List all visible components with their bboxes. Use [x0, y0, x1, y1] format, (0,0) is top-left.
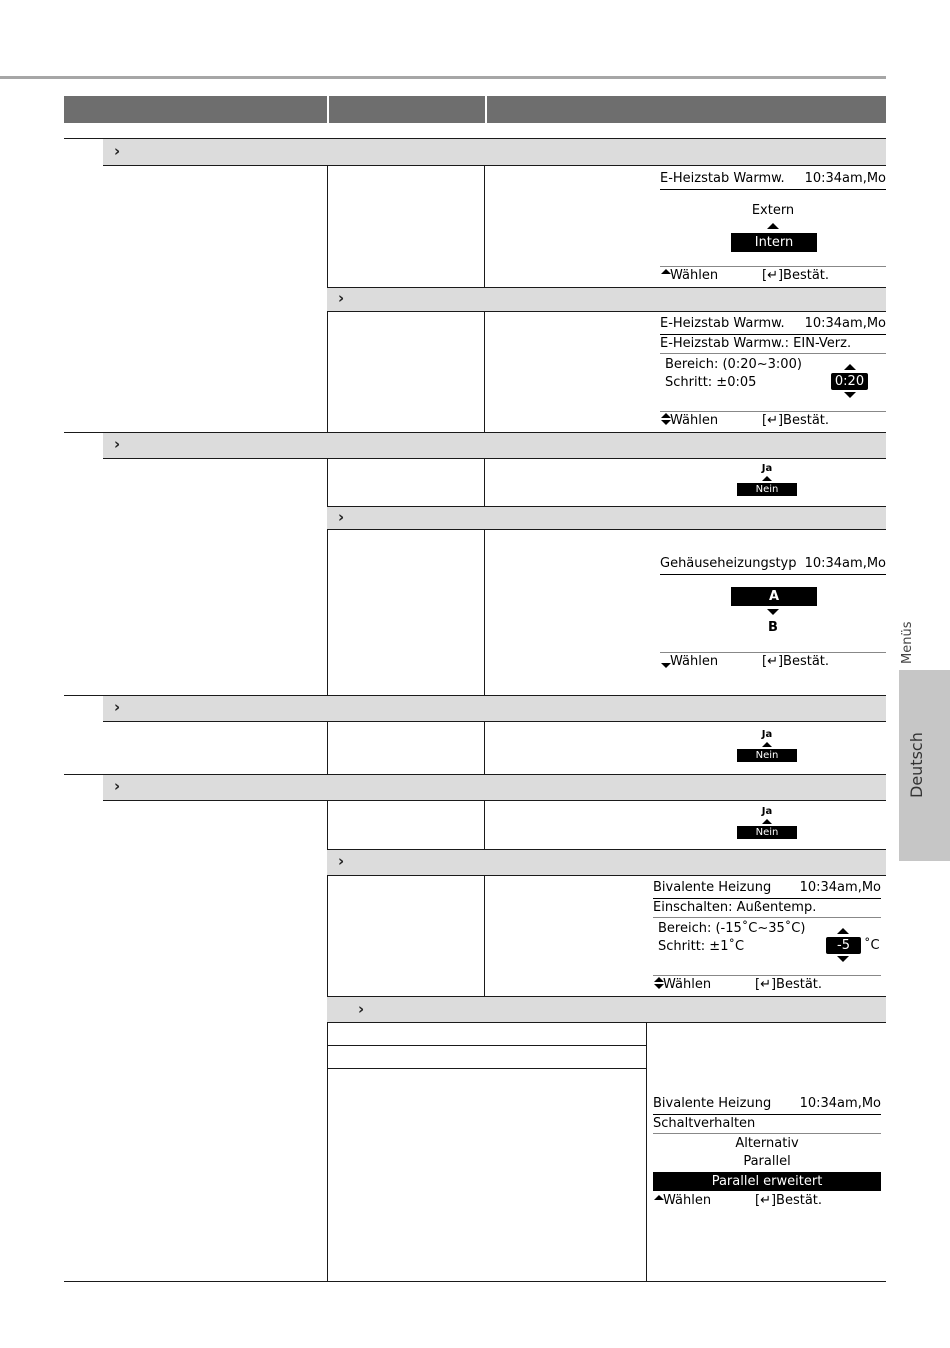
- table-rule: [327, 849, 886, 850]
- chevron-right-icon: ›: [338, 508, 345, 526]
- up-arrow-icon: [837, 928, 849, 934]
- screen-title: Bivalente Heizung: [653, 880, 772, 895]
- chevron-right-icon: ›: [114, 777, 121, 795]
- col-line: [484, 721, 485, 774]
- device-screen: [660, 556, 886, 674]
- col-line: [327, 311, 328, 432]
- screen-subtitle: Schaltverhalten: [653, 1116, 881, 1134]
- table-rule: [103, 458, 886, 459]
- col-line: [484, 311, 485, 432]
- chevron-right-icon: ›: [338, 289, 345, 307]
- subsection-row: [327, 507, 886, 529]
- option-ja: Ja: [761, 806, 773, 817]
- table-rule: [64, 1281, 886, 1282]
- subsection-row: [327, 288, 886, 311]
- selected-option: Parallel erweitert: [653, 1172, 881, 1191]
- option-nein: Nein: [737, 483, 797, 496]
- table-rule: [103, 165, 886, 166]
- col-line: [484, 529, 485, 695]
- chevron-right-icon: ›: [114, 142, 121, 160]
- chevron-right-icon: ›: [114, 698, 121, 716]
- option-extern: Extern: [751, 203, 795, 218]
- option-alternativ: Alternativ: [735, 1136, 799, 1151]
- screen-time: 10:34am,Mo: [804, 171, 886, 186]
- section-row: [103, 139, 886, 165]
- footer-select: Wählen: [670, 413, 719, 428]
- value-display: -5: [826, 937, 861, 954]
- option-b: B: [768, 620, 778, 635]
- col-line: [484, 875, 485, 996]
- footer-confirm: [↵]Bestät.: [755, 977, 823, 992]
- col-line: [327, 875, 328, 996]
- up-arrow-icon: [762, 742, 772, 747]
- table-rule: [327, 1068, 646, 1069]
- option-nein: Nein: [737, 826, 797, 839]
- down-arrow-icon: [767, 609, 779, 615]
- down-arrow-icon: [837, 956, 849, 962]
- table-rule: [327, 287, 886, 288]
- section-row: [103, 696, 886, 721]
- option-ja: Ja: [761, 463, 773, 474]
- yes-no-screen: [737, 463, 797, 496]
- table-rule: [103, 800, 886, 801]
- step-text: Schritt: ±1˚C: [658, 939, 745, 954]
- screen-title: Bivalente Heizung: [653, 1096, 772, 1111]
- footer-confirm: [↵]Bestät.: [762, 413, 830, 428]
- footer-select: Wählen: [670, 268, 719, 283]
- screen-subtitle: E-Heizstab Warmw.: EIN-Verz.: [660, 336, 886, 354]
- col-line: [327, 165, 328, 287]
- col-line: [646, 1022, 647, 1281]
- screen-title: E-Heizstab Warmw.: [660, 316, 785, 331]
- top-rule: [0, 76, 886, 79]
- chevron-right-icon: ›: [358, 1000, 365, 1018]
- value-display: 0:20: [831, 373, 868, 390]
- section-row: [103, 775, 886, 800]
- screen-footer: [660, 266, 886, 284]
- side-tab-language-label: Deutsch: [907, 732, 926, 798]
- col-line: [327, 800, 328, 849]
- device-screen: [653, 880, 881, 994]
- col-line: [484, 165, 485, 287]
- up-arrow-icon: [844, 364, 856, 370]
- section-row: [103, 433, 886, 458]
- col-line: [327, 721, 328, 774]
- table-rule: [327, 996, 886, 997]
- yes-no-screen: [737, 806, 797, 839]
- table-rule: [103, 721, 886, 722]
- table-rule: [327, 311, 886, 312]
- unit-label: ˚C: [864, 938, 880, 953]
- selected-option: A: [731, 587, 817, 606]
- col-line: [327, 529, 328, 695]
- footer-select: Wählen: [663, 977, 712, 992]
- screen-title-bar: [660, 171, 886, 190]
- device-screen: [653, 1096, 881, 1212]
- selected-option: Intern: [731, 233, 817, 252]
- device-screen: [660, 171, 886, 286]
- screen-time: 10:34am,Mo: [804, 316, 886, 331]
- range-text: Bereich: (-15˚C~35˚C): [658, 921, 806, 936]
- chevron-right-icon: ›: [114, 435, 121, 453]
- option-ja: Ja: [761, 729, 773, 740]
- screen-title: Gehäuseheizungstyp: [660, 556, 797, 571]
- subsection-row: [327, 850, 886, 875]
- table-rule: [327, 1045, 646, 1046]
- screen-title-bar: [653, 880, 881, 899]
- subsection-row: [327, 997, 886, 1022]
- screen-time: 10:34am,Mo: [799, 880, 881, 895]
- screen-footer: [660, 411, 886, 429]
- header-divider: [485, 96, 487, 123]
- side-tab-menus-label: Menüs: [900, 621, 915, 664]
- screen-title: E-Heizstab Warmw.: [660, 171, 785, 186]
- side-tab-menus: [900, 612, 930, 672]
- screen-title-bar: [653, 1096, 881, 1115]
- screen-footer: [653, 1193, 881, 1211]
- footer-confirm: [↵]Bestät.: [755, 1193, 823, 1208]
- up-arrow-icon: [762, 476, 772, 481]
- table-header: [64, 96, 886, 123]
- device-screen: [660, 316, 886, 430]
- table-rule: [327, 875, 886, 876]
- up-arrow-icon: [762, 819, 772, 824]
- col-line: [327, 1022, 328, 1281]
- screen-title-bar: [660, 316, 886, 335]
- footer-confirm: [↵]Bestät.: [762, 654, 830, 669]
- table-rule: [327, 1022, 886, 1023]
- down-arrow-icon: [844, 392, 856, 398]
- footer-select: Wählen: [670, 654, 719, 669]
- screen-footer: [653, 975, 881, 993]
- option-parallel: Parallel: [743, 1154, 791, 1169]
- col-line: [327, 458, 328, 506]
- screen-footer: [660, 652, 886, 670]
- table-rule: [327, 529, 886, 530]
- col-line: [484, 458, 485, 506]
- screen-subtitle: Einschalten: Außentemp.: [653, 900, 881, 918]
- footer-confirm: [↵]Bestät.: [762, 268, 830, 283]
- option-nein: Nein: [737, 749, 797, 762]
- screen-time: 10:34am,Mo: [804, 556, 886, 571]
- side-tab-language: [899, 670, 950, 861]
- screen-title-bar: [660, 556, 886, 575]
- step-text: Schritt: ±0:05: [665, 375, 757, 390]
- up-arrow-icon: [767, 223, 779, 229]
- range-text: Bereich: (0:20~3:00): [665, 357, 802, 372]
- header-divider: [327, 96, 329, 123]
- footer-select: Wählen: [663, 1193, 712, 1208]
- chevron-right-icon: ›: [338, 852, 345, 870]
- table-rule: [327, 506, 886, 507]
- yes-no-screen: [737, 729, 797, 762]
- col-line: [484, 800, 485, 849]
- screen-time: 10:34am,Mo: [799, 1096, 881, 1111]
